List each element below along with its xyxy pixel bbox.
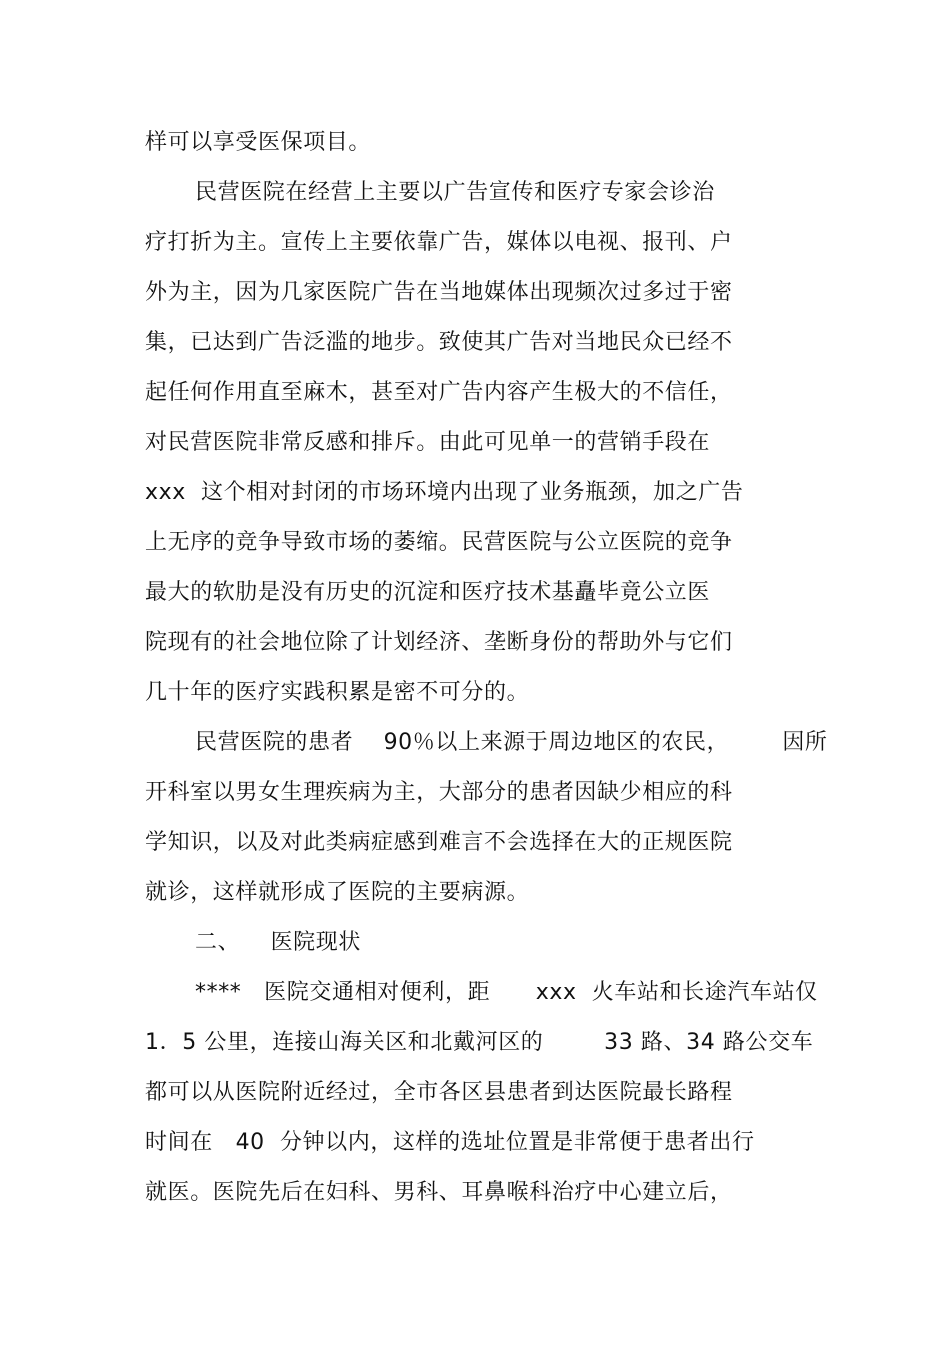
text-line: 院现有的社会地位除了计划经济、垄断身份的帮助外与它们 — [145, 630, 733, 655]
text-line: 对民营医院非常反感和排斥。由此可见单一的营销手段在 — [145, 430, 711, 455]
text-line: 开科室以男女生理疾病为主，大部分的患者因缺少相应的科 — [145, 780, 733, 805]
section-heading: 二、 医院现状 — [195, 930, 361, 955]
text-line: 几十年的医疗实践积累是密不可分的。 — [145, 680, 530, 705]
text-line: 时间在 40 分钟以内，这样的选址位置是非常便于患者出行 — [145, 1130, 755, 1155]
text-line: 外为主，因为几家医院广告在当地媒体出现频次过多过于密 — [145, 280, 733, 305]
text-line: 学知识，以及对此类病症感到难言不会选择在大的正规医院 — [145, 830, 733, 855]
text-line: 就医。医院先后在妇科、男科、耳鼻喉科治疗中心建立后， — [145, 1180, 733, 1205]
text-line: 都可以从医院附近经过，全市各区县患者到达医院最长路程 — [145, 1080, 733, 1105]
text-line: 最大的软肋是没有历史的沉淀和医疗技术基矗毕竟公立医 — [145, 580, 711, 605]
text-line: 疗打折为主。宣传上主要依靠广告，媒体以电视、报刊、户 — [145, 230, 733, 255]
text-line: xxx 这个相对封闭的市场环境内出现了业务瓶颈，加之广告 — [145, 480, 744, 505]
text-line: 集，已达到广告泛滥的地步。致使其广告对当地民众已经不 — [145, 330, 733, 355]
paragraph-first-line: **** 医院交通相对便利，距 xxx 火车站和长途汽车站仅 — [195, 980, 818, 1005]
text-line: 就诊，这样就形成了医院的主要病源。 — [145, 880, 530, 905]
paragraph-first-line: 民营医院在经营上主要以广告宣传和医疗专家会诊治 — [195, 180, 715, 205]
text-line: 1．5 公里，连接山海关区和北戴河区的 33 路、34 路公交车 — [145, 1030, 814, 1055]
text-line: 上无序的竞争导致市场的萎缩。民营医院与公立医院的竞争 — [145, 530, 733, 555]
paragraph-first-line: 民营医院的患者 90％以上来源于周边地区的农民， 因所 — [195, 730, 828, 755]
text-line: 起任何作用直至麻木，甚至对广告内容产生极大的不信任， — [145, 380, 733, 405]
text-line: 样可以享受医保项目。 — [145, 130, 372, 155]
